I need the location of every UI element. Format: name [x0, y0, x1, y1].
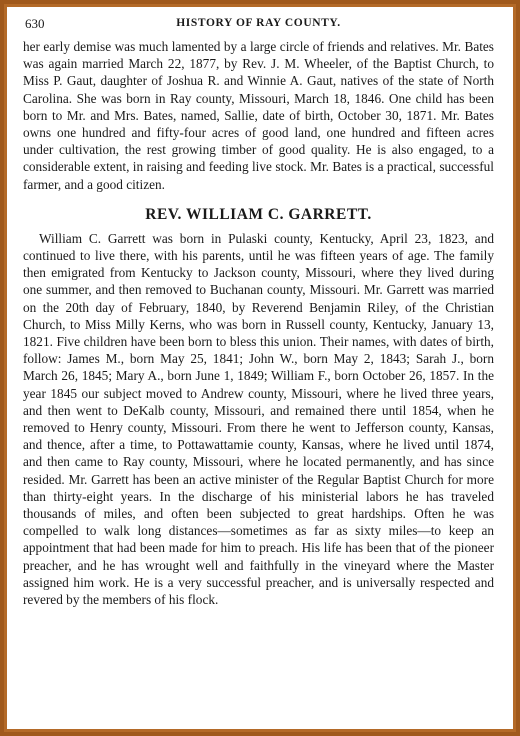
section-title: REV. WILLIAM C. GARRETT. [145, 205, 372, 223]
continued-paragraph: her early demise was much lamented by a large circle of friends and relatives. Mr. Bates was again married March 22, 1877, by Rev. J. M. Wheeler, of the Baptist Church, to Miss P. Gaut, daughter of Joshua R. and Winnie A. Gaut, natives of the state of North Carolina. She was born in Ray county, Missouri, March 18, 1846. One child has been born to Mr. and Mrs. Bates, named, Sallie, date of birth, October 30, 1871. Mr. Bates owns one hundred and fifty-four acres of good land, one hundred and fifteen acres under cultivation, the rest growing timber of good quality. He is also engaged, to a considerable extent, in raising and feeding live stock. Mr. Bates is a practical, successful farmer, and a good citizen. [23, 39, 494, 192]
page-number: 630 [25, 16, 45, 31]
page-frame-inner [4, 4, 516, 732]
section-body: William C. Garrett was born in Pulaski county, Kentucky, April 23, 1823, and continued to live there, with his parents, until he was fifteen years of age. The family then emigrated from Kentucky to Jackson county, Missouri, where they lived during one summer, and then removed to Buchanan county, Missouri. Mr. Garrett was married on the 20th day of February, 1840, by Reverend Benjamin Riley, of the Christian Church, to Miss Milly Kerns, who was born in Russell county, Kentucky, January 13, 1821. Five children have been born to bless this union. Their names, with dates of birth, follow: James M., born May 25, 1841; John W., born May 2, 1843; Sarah J., born March 26, 1845; Mary A., born June 1, 1849; William F., born October 26, 1857. In the year 1845 our subject moved to Andrew county, Missouri, where he lived three years, and then went to DeKalb county, Missouri, and remained there until 1854, when he removed to Henry county, Missouri. From there he went to Jefferson county, Kansas, and thence, after a time, to Pottawattamie county, Kansas, where he lived until 1874, and then came to Ray county, Missouri, where he located permanently, and has since resided. Mr. Garrett has been an active minister of the Regular Baptist Church for more than thirty-eight years. In the discharge of his ministerial labors he has traveled thousands of miles, and often been subjected to great hardships. Often he was compelled to walk long distances—sometimes as far as sixty miles—to keep an appointment that had been made for him to preach. His life has been that of the pioneer preacher, and he has wrought well and faithfully in the vineyard where the Master assigned him work. He is a very successful preacher, and is universally respected and revered by the members of his flock. [23, 230, 494, 608]
book-title: HISTORY OF RAY COUNTY. [176, 17, 341, 29]
book-page [7, 7, 513, 729]
running-head [23, 16, 494, 38]
